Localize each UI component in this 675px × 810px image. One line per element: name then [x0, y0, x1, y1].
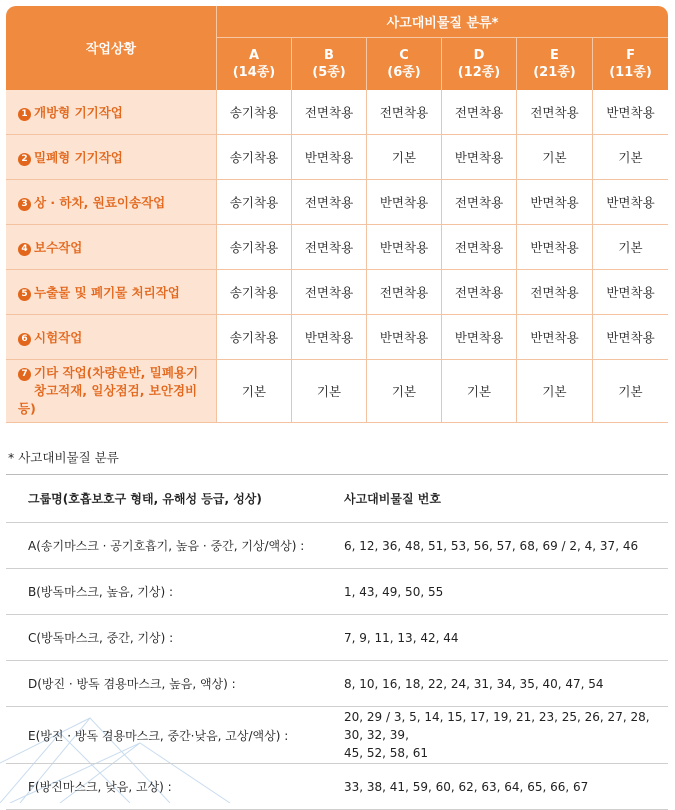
list-item	[6, 661, 668, 707]
table-cell: 기본	[216, 360, 291, 423]
row-number-badge: 3	[18, 198, 31, 211]
category-header: 작업상황	[6, 6, 216, 90]
row-label: 3 상 · 하차, 원료이송작업	[6, 180, 216, 225]
row-number-badge: 5	[18, 288, 31, 301]
table-cell: 기본	[592, 135, 668, 180]
table-cell: 기본	[366, 360, 441, 423]
table-cell: 반면착용	[516, 225, 592, 270]
substance-numbers: 7, 9, 11, 13, 42, 44	[334, 615, 668, 661]
table-row	[6, 90, 668, 135]
table-row	[6, 360, 668, 423]
table-cell: 반면착용	[592, 315, 668, 360]
table-cell: 반면착용	[516, 180, 592, 225]
classification-table	[6, 474, 668, 810]
table-cell: 송기착용	[216, 270, 291, 315]
group-name: A(송기마스크 · 공기호흡기, 높음 · 중간, 기상/액상) :	[6, 523, 334, 569]
table-cell: 반면착용	[441, 135, 516, 180]
row-label: 5 누출물 및 폐기물 처리작업	[6, 270, 216, 315]
table-cell: 전면착용	[291, 180, 366, 225]
substance-numbers: 33, 38, 41, 59, 60, 62, 63, 64, 65, 66, 67	[334, 764, 668, 810]
table-cell: 기본	[592, 225, 668, 270]
table-cell: 전면착용	[291, 225, 366, 270]
substance-number-header: 사고대비물질 번호	[334, 475, 668, 523]
table-row	[6, 225, 668, 270]
table-cell: 송기착용	[216, 315, 291, 360]
substance-numbers: 8, 10, 16, 18, 22, 24, 31, 34, 35, 40, 47, 54	[334, 661, 668, 707]
table-cell: 전면착용	[441, 270, 516, 315]
group-name: F(방진마스크, 낮음, 고상) :	[6, 764, 334, 810]
group-header: 사고대비물질 분류*	[216, 6, 668, 38]
table-cell: 전면착용	[441, 90, 516, 135]
row-number-badge: 4	[18, 243, 31, 256]
table-cell: 기본	[366, 135, 441, 180]
group-name-header: 그룹명(호흡보호구 형태, 유해성 등급, 성상)	[6, 475, 334, 523]
group-name: E(방진 · 방독 겸용마스크, 중간·낮음, 고상/액상) :	[6, 707, 334, 764]
table-cell: 송기착용	[216, 180, 291, 225]
table-cell: 반면착용	[592, 270, 668, 315]
column-header-a: A (14종)	[216, 38, 291, 90]
table-row	[6, 135, 668, 180]
table-cell: 전면착용	[291, 270, 366, 315]
group-name: D(방진 · 방독 겸용마스크, 높음, 액상) :	[6, 661, 334, 707]
row-label: 2 밀폐형 기기작업	[6, 135, 216, 180]
table-cell: 송기착용	[216, 90, 291, 135]
row-number-badge: 6	[18, 333, 31, 346]
table-cell: 기본	[291, 360, 366, 423]
substance-numbers: 6, 12, 36, 48, 51, 53, 56, 57, 68, 69 / 2, 4, 37, 46	[334, 523, 668, 569]
row-label: 1 개방형 기기작업	[6, 90, 216, 135]
table-cell: 반면착용	[366, 225, 441, 270]
table-cell: 전면착용	[441, 225, 516, 270]
table-cell: 기본	[516, 135, 592, 180]
classification-header-row	[6, 475, 668, 523]
list-item	[6, 523, 668, 569]
substance-numbers: 20, 29 / 3, 5, 14, 15, 17, 19, 21, 23, 25, 26, 27, 28, 30, 32, 39, 45, 52, 58, 61	[334, 707, 668, 764]
table-cell: 전면착용	[441, 180, 516, 225]
table-cell: 반면착용	[366, 315, 441, 360]
table-cell: 반면착용	[291, 315, 366, 360]
table-cell: 전면착용	[516, 90, 592, 135]
hazmat-ppe-table	[6, 6, 668, 423]
table-row	[6, 270, 668, 315]
table-cell: 기본	[516, 360, 592, 423]
table-cell: 반면착용	[592, 90, 668, 135]
table-cell: 반면착용	[441, 315, 516, 360]
table-cell: 반면착용	[291, 135, 366, 180]
group-name: B(방독마스크, 높음, 기상) :	[6, 569, 334, 615]
table-cell: 송기착용	[216, 225, 291, 270]
table-cell: 전면착용	[366, 90, 441, 135]
footnote: * 사고대비물질 분류	[8, 450, 119, 465]
table-cell: 전면착용	[291, 90, 366, 135]
row-label: 7 기타 작업(차량운반, 밀폐용기 창고적재, 일상점검, 보안경비 등)	[6, 360, 216, 423]
row-label: 6 시험작업	[6, 315, 216, 360]
column-header-f: F (11종)	[592, 38, 668, 90]
table-cell: 반면착용	[366, 180, 441, 225]
table-row	[6, 315, 668, 360]
row-label: 4 보수작업	[6, 225, 216, 270]
list-item	[6, 569, 668, 615]
table-cell: 송기착용	[216, 135, 291, 180]
table-row	[6, 180, 668, 225]
table-cell: 전면착용	[516, 270, 592, 315]
column-header-d: D (12종)	[441, 38, 516, 90]
row-number-badge: 7	[18, 368, 31, 381]
table-cell: 기본	[592, 360, 668, 423]
column-header-e: E (21종)	[516, 38, 592, 90]
row-number-badge: 2	[18, 153, 31, 166]
table-cell: 반면착용	[516, 315, 592, 360]
substance-numbers: 1, 43, 49, 50, 55	[334, 569, 668, 615]
column-header-c: C (6종)	[366, 38, 441, 90]
list-item	[6, 707, 668, 764]
table-cell: 전면착용	[366, 270, 441, 315]
table-cell: 기본	[441, 360, 516, 423]
row-number-badge: 1	[18, 108, 31, 121]
group-name: C(방독마스크, 중간, 기상) :	[6, 615, 334, 661]
list-item	[6, 615, 668, 661]
table-cell: 반면착용	[592, 180, 668, 225]
column-header-b: B (5종)	[291, 38, 366, 90]
